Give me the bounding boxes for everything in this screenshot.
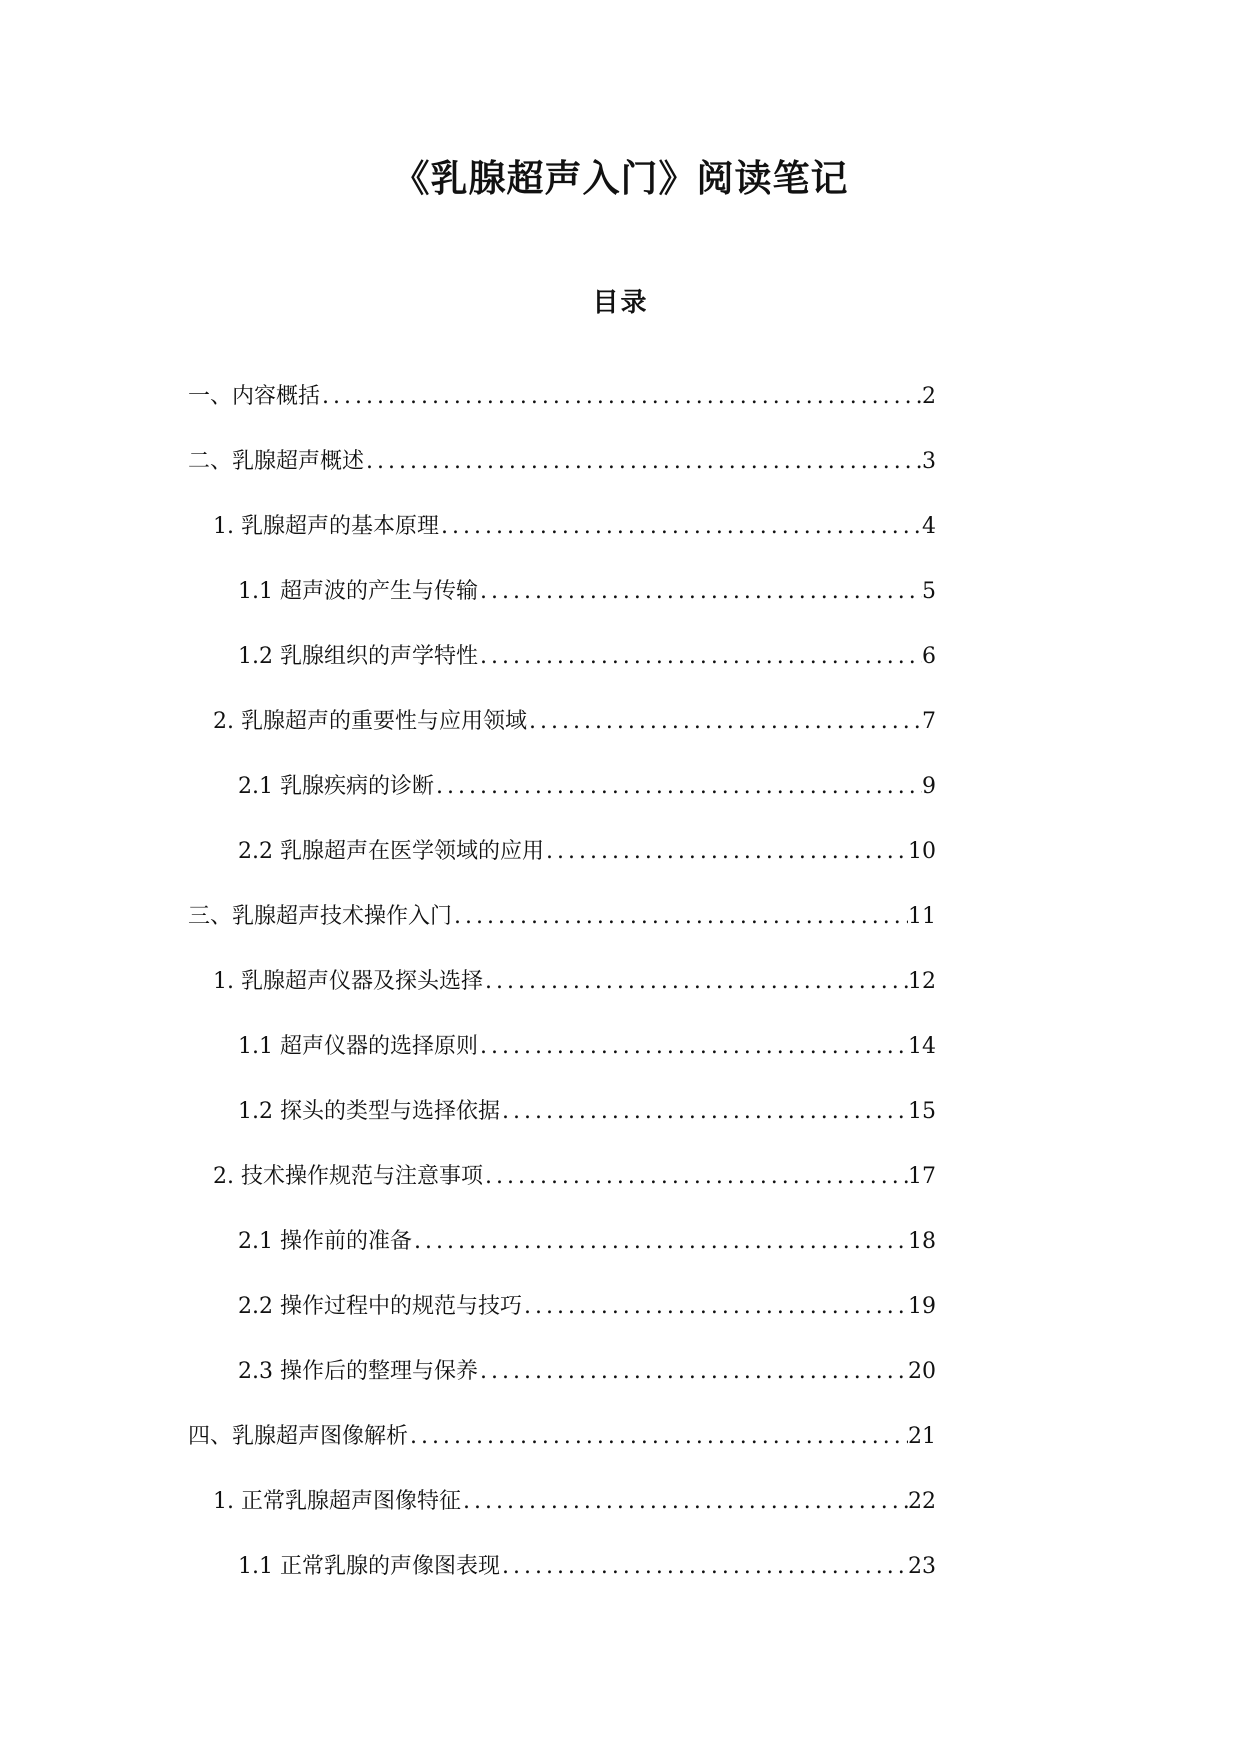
toc-dot-leader (478, 642, 922, 672)
toc-dot-leader (461, 1487, 908, 1517)
toc-page-number: 11 (908, 904, 936, 929)
toc-dot-leader (483, 967, 908, 997)
toc-entry[interactable] (238, 642, 936, 707)
toc-page-number: 5 (922, 579, 936, 604)
toc-page-number: 10 (908, 839, 936, 864)
toc-entry-label: 1.1 正常乳腺的声像图表现 (238, 1554, 500, 1579)
toc-dot-leader (483, 1162, 908, 1192)
toc-entry[interactable] (238, 1292, 936, 1357)
toc-entry[interactable] (188, 382, 936, 447)
toc-page-number: 20 (908, 1359, 936, 1384)
toc-entry-label: 1.1 超声波的产生与传输 (238, 579, 478, 604)
toc-page-number: 9 (922, 774, 936, 799)
toc-entry[interactable] (213, 707, 936, 772)
toc-entry[interactable] (213, 512, 936, 577)
toc-page-number: 17 (908, 1164, 936, 1189)
toc-page-number: 4 (922, 514, 936, 539)
toc-page-number: 19 (908, 1294, 936, 1319)
toc-dot-leader (527, 707, 922, 737)
toc-dot-leader (544, 837, 908, 867)
toc-page-number: 18 (908, 1229, 936, 1254)
toc-dot-leader (364, 447, 922, 477)
toc-entry[interactable] (188, 447, 936, 512)
table-of-contents (0, 382, 1241, 1617)
toc-dot-leader (478, 1357, 908, 1387)
toc-entry[interactable] (213, 1487, 936, 1552)
toc-entry-label: 1. 乳腺超声的基本原理 (213, 514, 439, 539)
toc-page-number: 3 (922, 449, 936, 474)
toc-dot-leader (320, 382, 922, 412)
toc-entry[interactable] (238, 577, 936, 642)
toc-entry-label: 2. 乳腺超声的重要性与应用领域 (213, 709, 527, 734)
toc-entry-label: 二、乳腺超声概述 (188, 449, 365, 474)
toc-entry[interactable] (238, 1032, 936, 1097)
toc-entry[interactable] (238, 1552, 936, 1617)
toc-entry[interactable] (238, 837, 936, 902)
toc-dot-leader (500, 1552, 908, 1582)
toc-page-number: 23 (908, 1554, 936, 1579)
toc-entry-label: 2.1 乳腺疾病的诊断 (238, 774, 434, 799)
toc-entry[interactable] (238, 1357, 936, 1422)
toc-page-number: 14 (908, 1034, 936, 1059)
toc-entry[interactable] (238, 1097, 936, 1162)
toc-page-number: 22 (908, 1489, 936, 1514)
toc-dot-leader (452, 902, 908, 932)
toc-dot-leader (412, 1227, 908, 1257)
toc-entry[interactable] (238, 772, 936, 837)
toc-entry-label: 四、乳腺超声图像解析 (188, 1424, 409, 1449)
document-title: 《乳腺超声入门》阅读笔记 (392, 156, 849, 200)
toc-entry-label: 1. 正常乳腺超声图像特征 (213, 1489, 461, 1514)
toc-entry[interactable] (188, 1422, 936, 1487)
toc-dot-leader (478, 1032, 908, 1062)
toc-heading: 目录 (592, 288, 649, 318)
toc-dot-leader (408, 1422, 908, 1452)
toc-entry-label: 1.2 乳腺组织的声学特性 (238, 644, 478, 669)
toc-dot-leader (478, 577, 922, 607)
toc-page-number: 21 (908, 1424, 936, 1449)
toc-entry-label: 1.1 超声仪器的选择原则 (238, 1034, 478, 1059)
toc-page-number: 7 (922, 709, 936, 734)
toc-entry-label: 2.2 乳腺超声在医学领域的应用 (238, 839, 544, 864)
toc-entry-label: 2.3 操作后的整理与保养 (238, 1359, 478, 1384)
toc-page-number: 12 (908, 969, 936, 994)
toc-entry[interactable] (213, 967, 936, 1032)
toc-dot-leader (434, 772, 922, 802)
toc-entry-label: 2.2 操作过程中的规范与技巧 (238, 1294, 522, 1319)
toc-entry[interactable] (238, 1227, 936, 1292)
toc-entry-label: 三、乳腺超声技术操作入门 (188, 904, 453, 929)
toc-entry-label: 一、内容概括 (188, 384, 321, 409)
toc-dot-leader (522, 1292, 908, 1322)
toc-entry[interactable] (188, 902, 936, 967)
toc-dot-leader (439, 512, 922, 542)
toc-entry-label: 2. 技术操作规范与注意事项 (213, 1164, 483, 1189)
toc-entry-label: 1. 乳腺超声仪器及探头选择 (213, 969, 483, 994)
toc-page-number: 2 (922, 384, 936, 409)
toc-dot-leader (500, 1097, 908, 1127)
toc-page-number: 6 (922, 644, 936, 669)
toc-entry-label: 2.1 操作前的准备 (238, 1229, 412, 1254)
toc-page-number: 15 (908, 1099, 936, 1124)
toc-entry-label: 1.2 探头的类型与选择依据 (238, 1099, 500, 1124)
toc-entry[interactable] (213, 1162, 936, 1227)
